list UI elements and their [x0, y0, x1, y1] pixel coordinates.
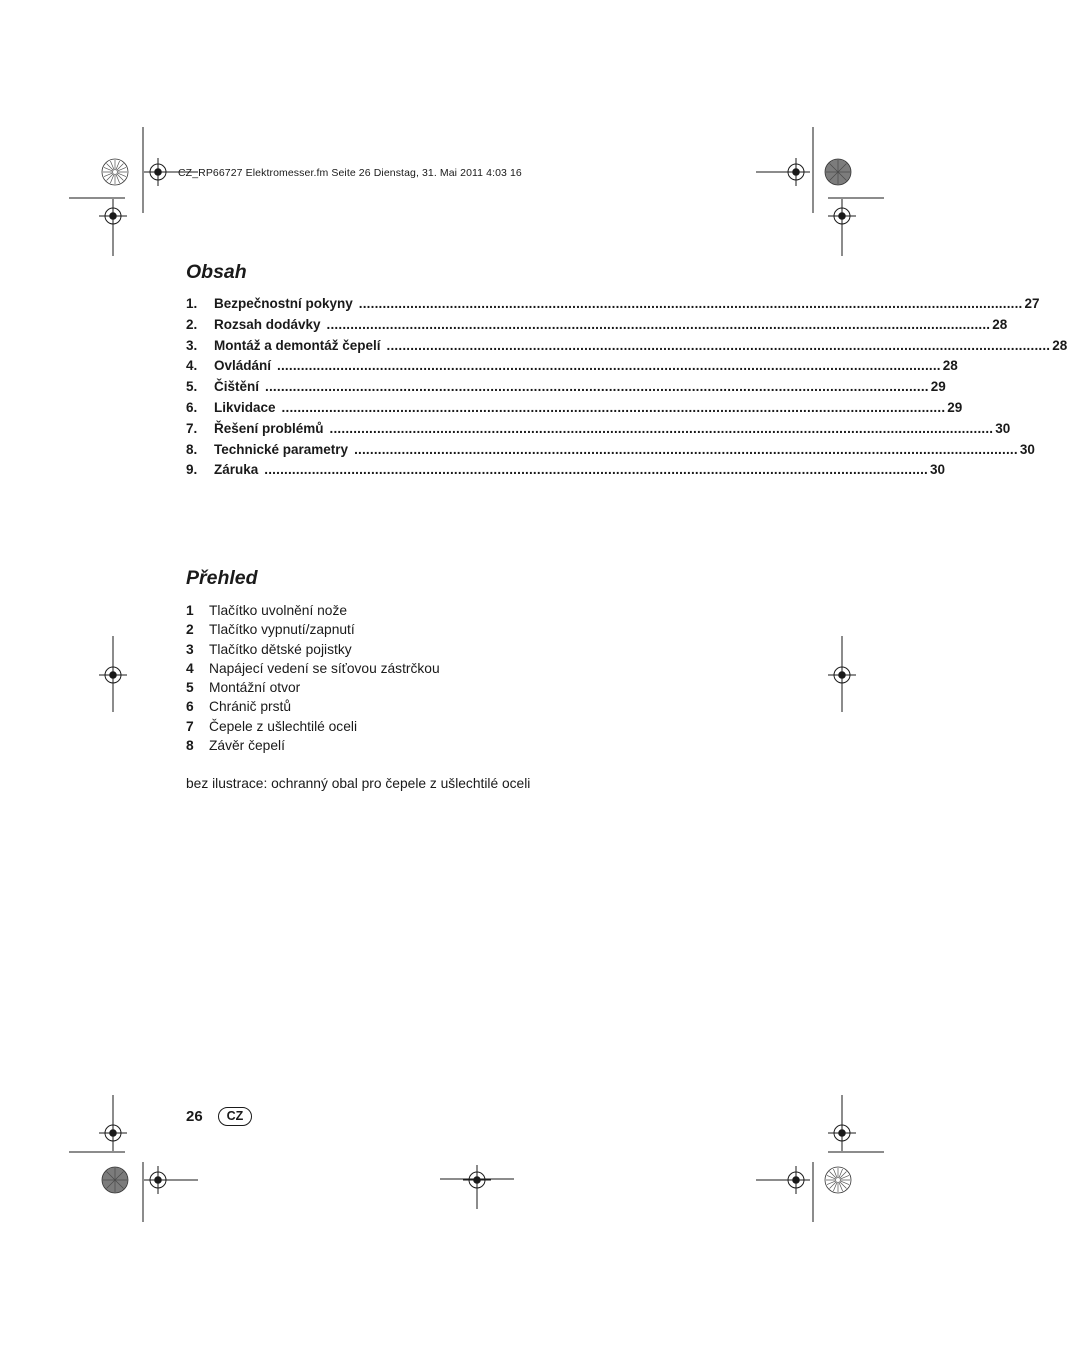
part-number: 6 — [186, 699, 194, 715]
toc-number: 9. — [186, 462, 198, 478]
toc-entry[interactable] — [186, 441, 1035, 463]
toc-heading: Obsah — [186, 261, 247, 283]
table-of-contents — [186, 296, 1067, 483]
overview-heading: Přehled — [186, 567, 258, 589]
part-number: 3 — [186, 641, 194, 657]
crosshair-target-icon — [99, 202, 127, 230]
sunburst-wheel-icon — [102, 1167, 128, 1193]
part-label: Tlačítko uvolnění nože — [209, 603, 348, 618]
list-item — [186, 622, 440, 641]
part-label: Čepele z ušlechtilé oceli — [209, 718, 358, 734]
crosshair-target-icon — [782, 1166, 810, 1194]
list-item — [186, 661, 440, 680]
toc-page: 28 — [992, 316, 1008, 332]
part-label: Montážní otvor — [209, 680, 301, 696]
parts-list — [186, 603, 440, 757]
crosshair-target-icon — [144, 158, 172, 186]
toc-entry[interactable] — [186, 358, 958, 379]
part-number: 7 — [186, 718, 194, 734]
toc-number: 4. — [186, 358, 198, 374]
list-item — [186, 719, 440, 738]
toc-leader-dots: ........................................................................................................................................................................ — [329, 420, 994, 436]
toc-entry[interactable] — [186, 337, 1067, 359]
list-item — [186, 642, 440, 661]
toc-entry[interactable] — [186, 462, 946, 483]
part-number: 1 — [186, 603, 194, 618]
toc-entry[interactable] — [186, 420, 1011, 442]
part-number: 5 — [186, 680, 194, 696]
toc-title: Rozsah dodávky — [214, 316, 321, 332]
list-item — [186, 680, 440, 699]
crosshair-target-icon — [828, 661, 856, 689]
toc-leader-dots: ........................................................................................................................................................................ — [281, 399, 946, 415]
toc-page: 30 — [1019, 441, 1035, 457]
toc-title: Čištění — [214, 379, 260, 395]
crosshair-target-icon — [782, 158, 810, 186]
list-item — [186, 699, 440, 718]
crosshair-target-icon — [828, 1119, 856, 1147]
toc-entry[interactable] — [186, 379, 946, 400]
part-number: 4 — [186, 660, 194, 676]
toc-page: 28 — [942, 358, 958, 374]
crosshair-target-icon — [144, 1166, 172, 1194]
toc-page: 29 — [930, 379, 946, 395]
toc-title: Montáž a demontáž čepelí — [214, 337, 381, 353]
toc-title: Likvidace — [214, 399, 276, 415]
toc-title: Záruka — [214, 462, 259, 478]
toc-leader-dots: ........................................................................................................................................................................ — [358, 296, 1023, 311]
crosshair-target-icon — [99, 661, 127, 689]
part-number: 2 — [186, 622, 194, 638]
toc-entry[interactable] — [186, 399, 963, 421]
toc-page: 28 — [1052, 337, 1067, 353]
sunburst-wheel-icon — [825, 1167, 851, 1193]
toc-entry[interactable] — [186, 296, 1040, 317]
crosshair-target-icon — [99, 1119, 127, 1147]
toc-leader-dots: ........................................................................................................................................................................ — [326, 316, 991, 332]
illustration-note: bez ilustrace: ochranný obal pro čepele z ušlechtilé oceli — [186, 776, 531, 791]
part-label: Tlačítko dětské pojistky — [209, 641, 352, 657]
sunburst-wheel-icon — [825, 159, 851, 185]
toc-leader-dots: ........................................................................................................................................................................ — [354, 441, 1018, 457]
list-item — [186, 603, 440, 622]
part-number: 8 — [186, 738, 194, 754]
toc-title: Bezpečnostní pokyny — [214, 296, 353, 311]
toc-leader-dots: ........................................................................................................................................................................ — [386, 337, 1051, 353]
sunburst-wheel-icon — [102, 159, 128, 185]
part-label: Chránič prstů — [209, 699, 292, 715]
toc-number: 5. — [186, 379, 198, 395]
toc-leader-dots: ........................................................................................................................................................................ — [264, 462, 929, 478]
part-label: Napájecí vedení se síťovou zástrčkou — [209, 660, 440, 676]
toc-number: 2. — [186, 316, 198, 332]
part-label: Tlačítko vypnutí/zapnutí — [209, 622, 355, 638]
toc-title: Technické parametry — [214, 441, 349, 457]
toc-number: 3. — [186, 337, 198, 353]
toc-leader-dots: ........................................................................................................................................................................ — [277, 358, 941, 374]
toc-page: 27 — [1024, 296, 1040, 311]
page-number: 26 — [186, 1108, 203, 1125]
file-info-header: CZ_RP66727 Elektromesser.fm Seite 26 Dienstag, 31. Mai 2011 4:03 16 — [178, 167, 522, 179]
language-badge: CZ — [218, 1107, 252, 1126]
toc-page: 30 — [930, 462, 946, 478]
toc-title: Řešení problémů — [214, 420, 324, 436]
crosshair-target-icon — [828, 202, 856, 230]
toc-leader-dots: ........................................................................................................................................................................ — [265, 379, 929, 395]
toc-page: 30 — [995, 420, 1011, 436]
toc-page: 29 — [947, 399, 963, 415]
toc-number: 1. — [186, 296, 198, 311]
toc-number: 6. — [186, 399, 198, 415]
toc-number: 7. — [186, 420, 198, 436]
part-label: Závěr čepelí — [209, 738, 285, 754]
toc-number: 8. — [186, 441, 198, 457]
list-item — [186, 738, 440, 757]
crosshair-target-icon — [463, 1166, 491, 1194]
toc-title: Ovládání — [214, 358, 272, 374]
toc-entry[interactable] — [186, 316, 1008, 338]
